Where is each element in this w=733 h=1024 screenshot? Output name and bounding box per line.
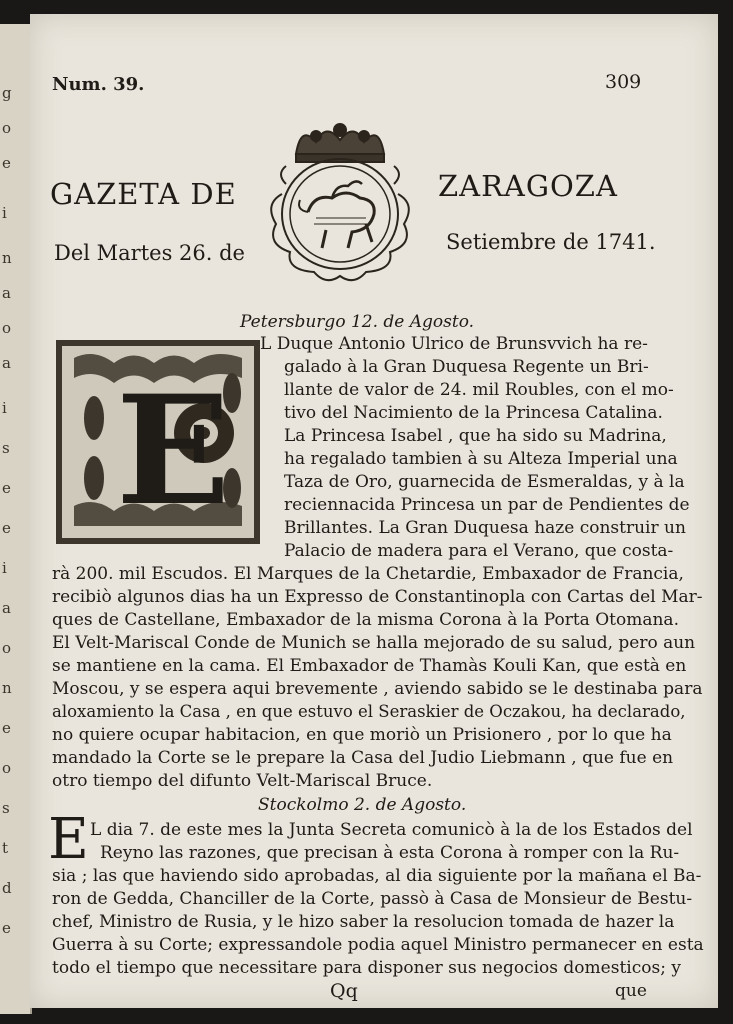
- issue-date-left: Del Martes 26. de: [54, 241, 245, 265]
- left-margin-char: a: [2, 354, 11, 372]
- text-line: mandado la Corte se le prepare la Casa del Judio Liebmann , que fue en: [52, 748, 674, 768]
- text-line: no quiere ocupar habitacion, en que moriò un Prisionero , por lo que ha: [52, 725, 672, 745]
- left-margin-char: g: [2, 84, 12, 102]
- ornate-drop-cap-e-icon: [54, 338, 262, 546]
- left-margin-char: o: [2, 319, 12, 337]
- left-margin-char: i: [2, 559, 7, 577]
- left-margin-char: a: [2, 599, 11, 617]
- text-line: aloxamiento la Casa , en que estuvo el Seraskier de Oczakou, ha declarado,: [52, 702, 686, 721]
- text-line: galado à la Gran Duquesa Regente un Bri-: [284, 357, 649, 377]
- drop-cap-letter: E: [116, 363, 231, 539]
- text-line: sia ; las que haviendo sido aprobadas, al dia siguiente por la mañana el Ba-: [52, 866, 702, 886]
- text-line: La Princesa Isabel , que ha sido su Madrina,: [284, 426, 667, 446]
- catchword: que: [615, 981, 647, 1001]
- text-line: Moscou, y se espera aqui brevemente , aviendo sabido se le destinaba para: [52, 679, 703, 699]
- gazette-page: [30, 14, 718, 1008]
- left-margin-char: e: [2, 479, 11, 497]
- left-margin-char: n: [2, 679, 12, 697]
- page-number: 309: [605, 71, 642, 93]
- left-margin-char: o: [2, 119, 12, 137]
- text-line: ques de Castellane, Embaxador de la misma Corona à la Porta Otomana.: [52, 610, 679, 630]
- text-line: Guerra à su Corte; expressandole podia aquel Ministro permanecer en esta: [52, 935, 704, 955]
- text-line: tivo del Nacimiento de la Princesa Catalina.: [284, 403, 663, 423]
- zaragoza-coat-of-arms-icon: [256, 114, 424, 289]
- text-line: reciennacida Princesa un par de Pendientes de: [284, 495, 690, 515]
- text-line: todo el tiempo que necessitare para disponer sus negocios domesticos; y: [52, 958, 681, 978]
- left-margin-char: a: [2, 284, 11, 302]
- text-line: otro tiempo del difunto Velt-Mariscal Bruce.: [52, 771, 433, 791]
- text-line: L Duque Antonio Ulrico de Brunsvvich ha re-: [260, 334, 648, 354]
- text-line: llante de valor de 24. mil Roubles, con el mo-: [284, 380, 674, 400]
- left-margin-char: e: [2, 154, 11, 172]
- dateline-stockolmo: Stockolmo 2. de Agosto.: [258, 795, 467, 815]
- text-line: rà 200. mil Escudos. El Marques de la Chetardie, Embaxador de Francia,: [52, 564, 684, 584]
- text-line: recibiò algunos dias ha un Expresso de Constantinopla con Cartas del Mar-: [52, 587, 703, 607]
- masthead-title-left: GAZETA DE: [50, 177, 237, 211]
- left-margin-char: n: [2, 249, 12, 267]
- left-margin-char: t: [2, 839, 9, 857]
- left-margin-char: s: [2, 439, 10, 457]
- left-margin-char: e: [2, 919, 11, 937]
- text-line: se mantiene en la cama. El Embaxador de Thamàs Kouli Kan, que està en: [52, 656, 687, 676]
- masthead-title-right: ZARAGOZA: [438, 169, 618, 203]
- left-margin-char: i: [2, 399, 7, 417]
- text-line: Taza de Oro, guarnecida de Esmeraldas, y à la: [284, 472, 685, 492]
- text-line: Brillantes. La Gran Duquesa haze construir un: [284, 518, 686, 538]
- left-margin-char: d: [2, 879, 12, 897]
- issue-date-right: Setiembre de 1741.: [446, 230, 656, 254]
- drop-cap-letter: E: [48, 807, 89, 872]
- text-line: Palacio de madera para el Verano, que costa-: [284, 541, 674, 561]
- left-margin-char: i: [2, 204, 7, 222]
- issue-number: Num. 39.: [52, 74, 145, 95]
- left-margin-char: o: [2, 639, 12, 657]
- text-line: Reyno las razones, que precisan à esta Corona à romper con la Ru-: [100, 843, 680, 863]
- text-line: L dia 7. de este mes la Junta Secreta comunicò à la de los Estados del: [90, 820, 693, 840]
- dateline-petersburgo: Petersburgo 12. de Agosto.: [240, 312, 475, 332]
- text-line: El Velt-Mariscal Conde de Munich se halla mejorado de su salud, pero aun: [52, 633, 696, 653]
- left-margin-char: e: [2, 719, 11, 737]
- left-margin-char: o: [2, 759, 12, 777]
- left-margin-char: s: [2, 799, 10, 817]
- signature-mark: Qq: [330, 980, 358, 1002]
- text-line: chef, Ministro de Rusia, y le hizo saber la resolucion tomada de hazer la: [52, 912, 675, 932]
- left-page-edge: [0, 24, 32, 1014]
- text-line: ron de Gedda, Chanciller de la Corte, passò à Casa de Monsieur de Bestu-: [52, 889, 693, 909]
- text-line: ha regalado tambien à su Alteza Imperial una: [284, 449, 678, 469]
- left-margin-char: e: [2, 519, 11, 537]
